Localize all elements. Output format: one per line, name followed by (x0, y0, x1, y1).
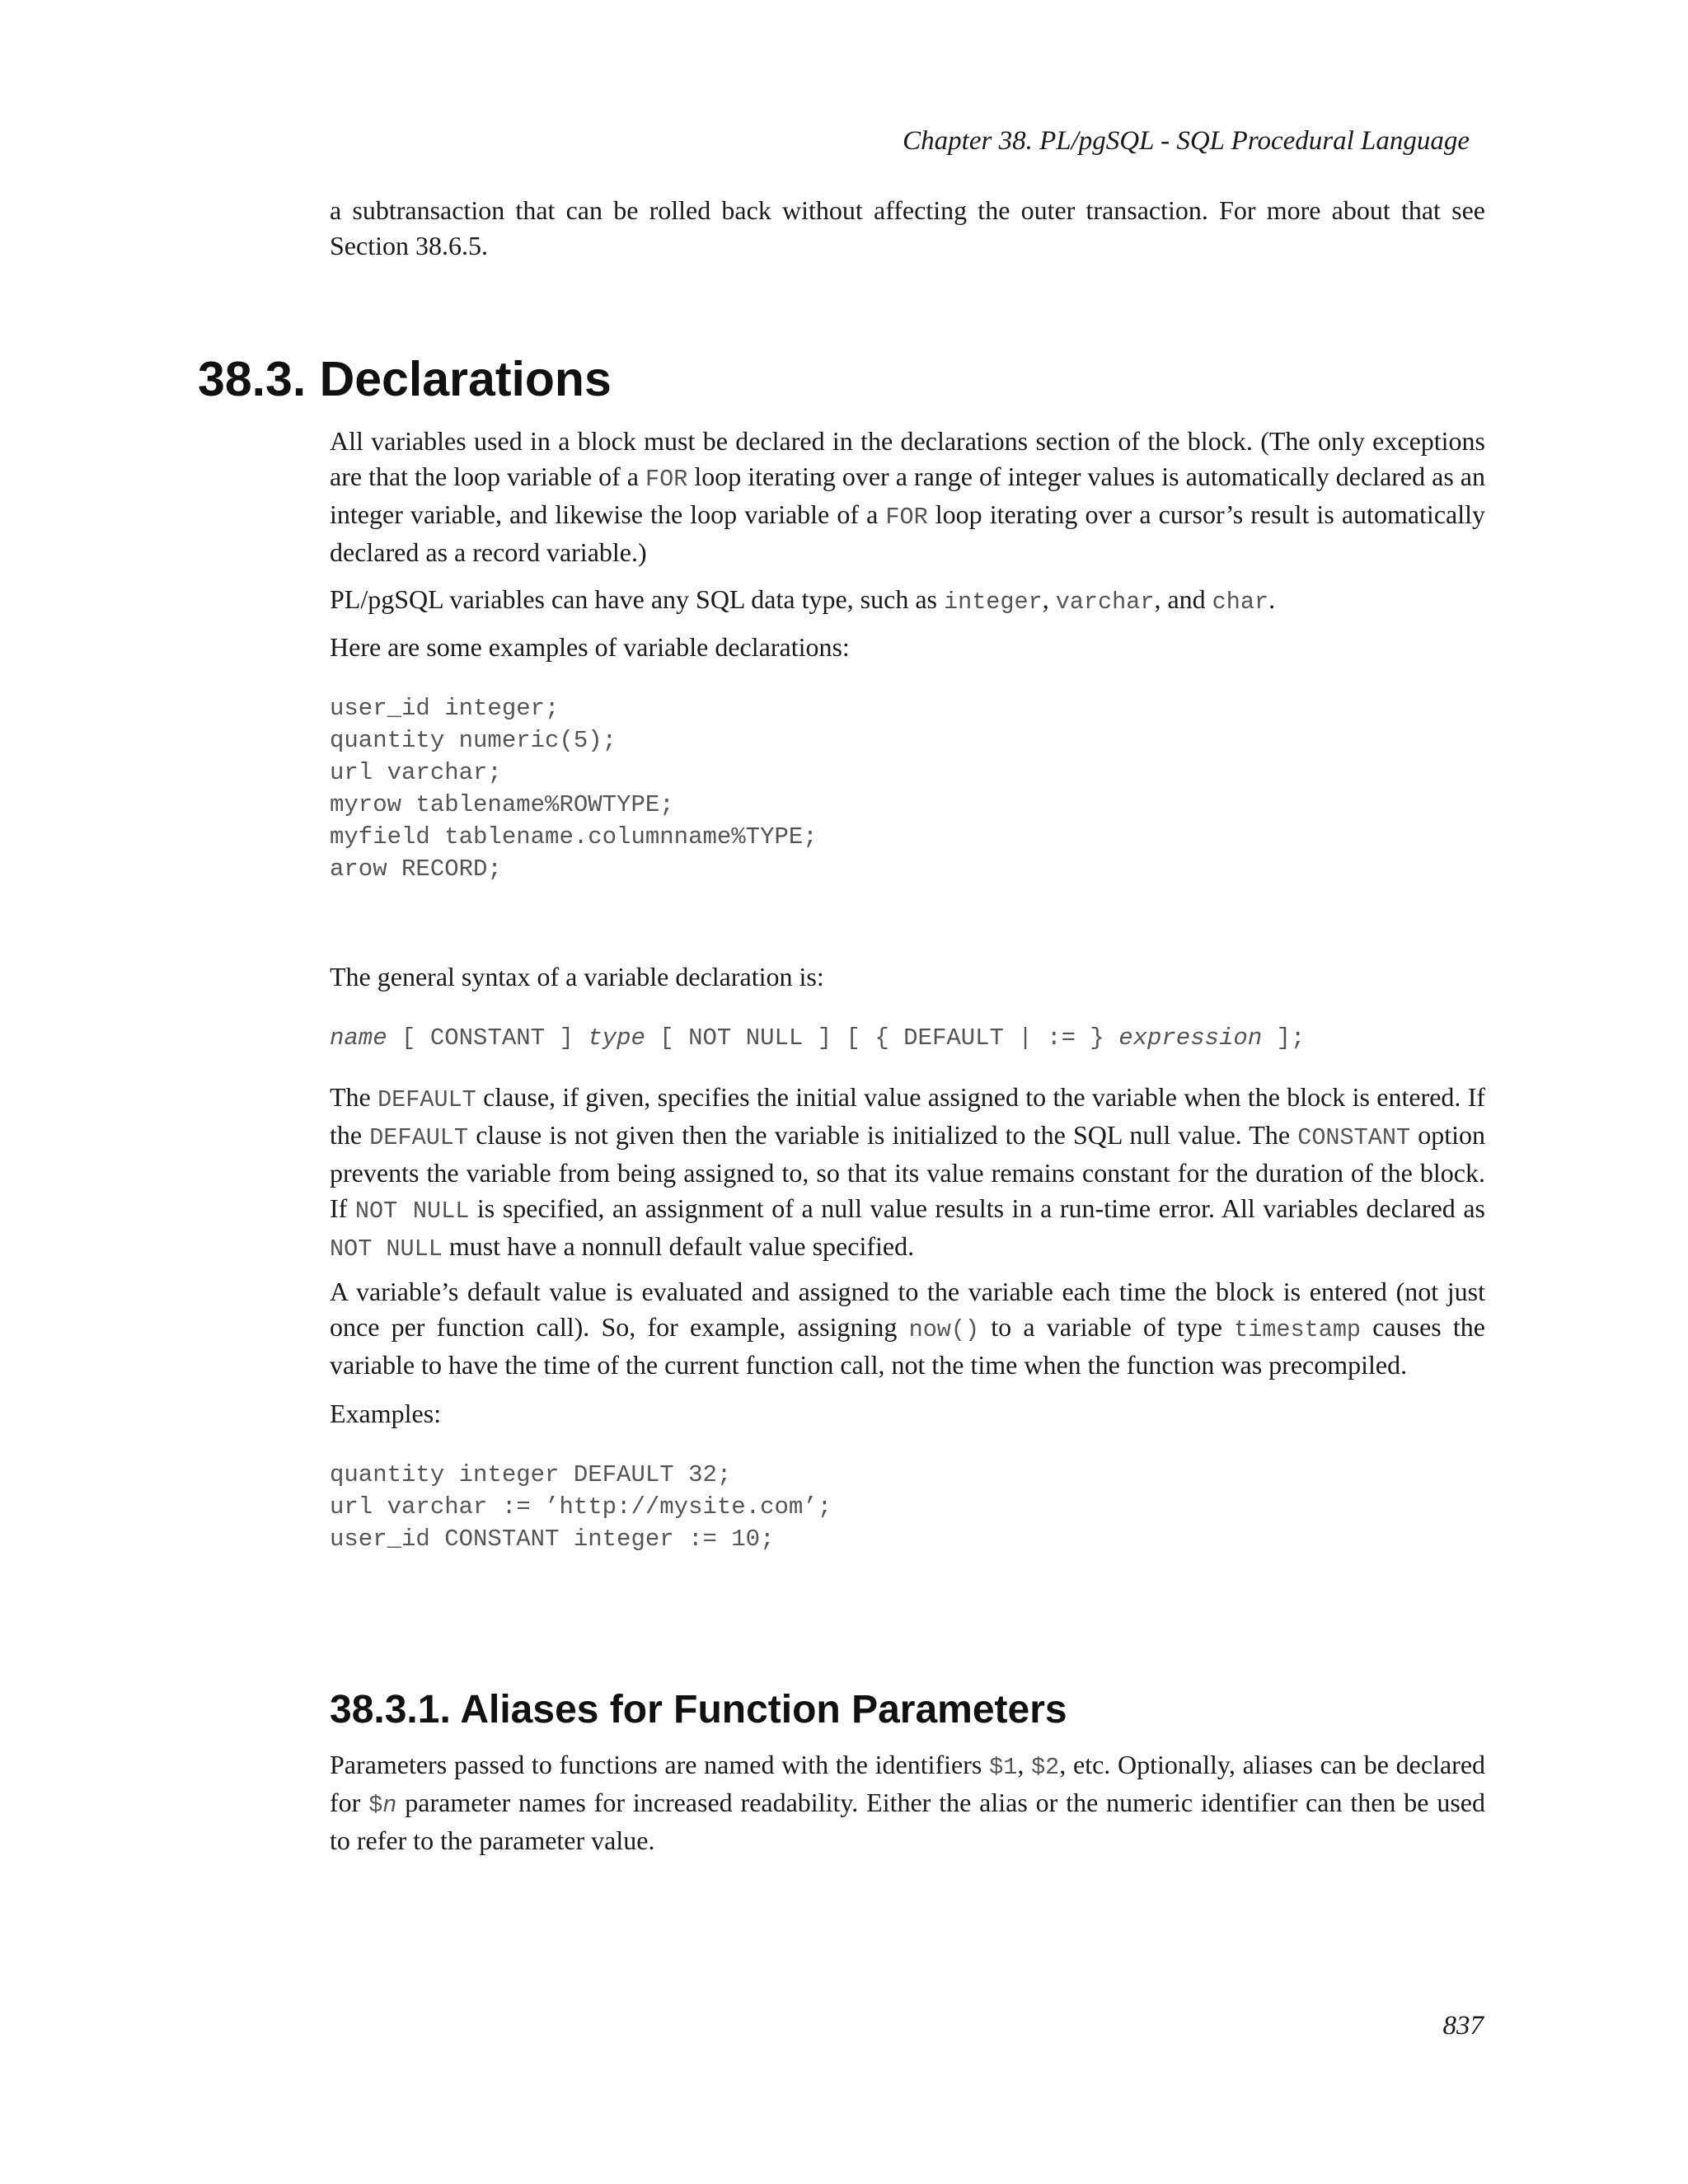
inline-code: DEFAULT (377, 1086, 476, 1113)
inline-code: NOT NULL (330, 1235, 443, 1263)
text-run: loop iterating over a range of integer values is automatically declared as an integer variable, and likewise the loop variable of a (330, 462, 1486, 529)
subsection-title: 38.3.1. Aliases for Function Parameters (330, 1688, 1067, 1732)
section-paragraph-7: Examples: (330, 1399, 442, 1428)
code-line: arow RECORD; (330, 855, 502, 883)
section-paragraph-6-block (330, 1274, 1485, 1383)
text-run: , (1042, 584, 1056, 614)
section-paragraph-4: The general syntax of a variable declaration is: (330, 962, 824, 991)
code-placeholder: n (382, 1792, 397, 1819)
page-number: 837 (1442, 2011, 1484, 2041)
inline-code: FOR (885, 504, 928, 531)
text-run: is specified, an assignment of a null value results in a run-time error. All variables declared as (469, 1193, 1486, 1223)
section-paragraph-3: Here are some examples of variable declarations: (330, 632, 850, 662)
syntax-placeholder: name (330, 1024, 387, 1052)
intro-paragraph-block (330, 193, 1485, 264)
inline-code: FOR (645, 466, 688, 493)
syntax-run: [ CONSTANT ] (387, 1024, 588, 1052)
text-run: , (1017, 1750, 1032, 1779)
inline-code: char (1212, 588, 1269, 616)
running-header: Chapter 38. PL/pgSQL - SQL Procedural Language (903, 126, 1470, 156)
text-run: option prevents the variable from being assigned to, so that its value remains constant for the duration of the block. If (330, 1120, 1486, 1223)
syntax-line (330, 1022, 1485, 1054)
syntax-run: [ NOT NULL ] [ { DEFAULT | := } (645, 1024, 1119, 1052)
section-paragraph-5-block (330, 1080, 1485, 1267)
inline-code: NOT NULL (354, 1197, 470, 1225)
section-paragraph-4-block (330, 959, 1485, 995)
code-line: url varchar; (330, 759, 502, 786)
syntax-block (330, 1022, 1485, 1054)
code-line: quantity integer DEFAULT 32; (330, 1461, 732, 1488)
text-run: loop iterating over a cursor’s result is automatically declared as a record variable.) (330, 499, 1486, 567)
text-run: to a variable of type (979, 1312, 1235, 1342)
text-run: A variable’s default value is evaluated and assigned to the variable each time the block is entered (not just once per function call). So, for example, assigning (330, 1277, 1485, 1342)
subsection-paragraph (330, 1747, 1485, 1858)
text-run: parameter names for increased readability. Either the alias or the numeric identifier can then be used to refer to the parameter value. (330, 1788, 1486, 1855)
text-run: The (330, 1082, 378, 1112)
syntax-run: ]; (1262, 1024, 1306, 1052)
section-paragraph-1 (330, 424, 1485, 570)
text-run: clause, if given, specifies the initial value assigned to the variable when the block is entered. If the (330, 1082, 1486, 1150)
text-run: PL/pgSQL variables can have any SQL data type, such as (330, 584, 944, 614)
syntax-placeholder: expression (1118, 1024, 1263, 1052)
text-run: causes the variable to have the time of the current function call, not the time when the function was precompiled. (330, 1312, 1486, 1380)
inline-code: DEFAULT (369, 1124, 469, 1151)
code-line: quantity numeric(5); (330, 727, 617, 754)
section-title: 38.3. Declarations (198, 352, 612, 406)
section-paragraph-2 (330, 582, 1485, 620)
code-example-2 (330, 1459, 1485, 1555)
code-run: $ (368, 1792, 383, 1819)
text-run: . (1268, 584, 1276, 614)
code-line: myfield tablename.columnname%TYPE; (330, 823, 818, 851)
section-paragraph-7-block (330, 1396, 1485, 1432)
text-run: must have a nonnull default value specified. (442, 1231, 915, 1261)
section-paragraph-3-block (330, 630, 1485, 665)
text-run: , etc. Optionally, aliases can be declared for (330, 1750, 1486, 1817)
text-run: clause is not given then the variable is initialized to the SQL null value. The (468, 1120, 1298, 1150)
text-run: Parameters passed to functions are named with the identifiers (330, 1750, 990, 1779)
section-paragraph-6 (330, 1274, 1485, 1383)
text-run: , and (1154, 584, 1212, 614)
intro-paragraph: a subtransaction that can be rolled back without affecting the outer transaction. For more about that see Section 38.6.5. (330, 195, 1485, 260)
inline-code: timestamp (1234, 1316, 1362, 1343)
code-line: user_id CONSTANT integer := 10; (330, 1526, 775, 1553)
inline-code: CONSTANT (1297, 1124, 1411, 1151)
subsection-paragraph-block (330, 1747, 1485, 1858)
inline-code (368, 1792, 396, 1819)
section-paragraph-5 (330, 1080, 1485, 1267)
inline-code: varchar (1055, 588, 1155, 616)
inline-code: $1 (989, 1754, 1018, 1781)
inline-code: integer (943, 588, 1043, 616)
inline-code: $2 (1031, 1754, 1060, 1781)
code-line: url varchar := ’http://mysite.com’; (330, 1493, 832, 1521)
code-line: myrow tablename%ROWTYPE; (330, 791, 674, 818)
code-example-1 (330, 692, 1485, 885)
code-line: user_id integer; (330, 695, 560, 722)
section-paragraph-2-block (330, 582, 1485, 620)
inline-code: now() (908, 1316, 980, 1343)
section-paragraph-1-block (330, 424, 1485, 570)
text-run: All variables used in a block must be declared in the declarations section of the block. (The only exceptions are that the loop variable of a (330, 426, 1485, 491)
syntax-placeholder: type (588, 1024, 645, 1052)
